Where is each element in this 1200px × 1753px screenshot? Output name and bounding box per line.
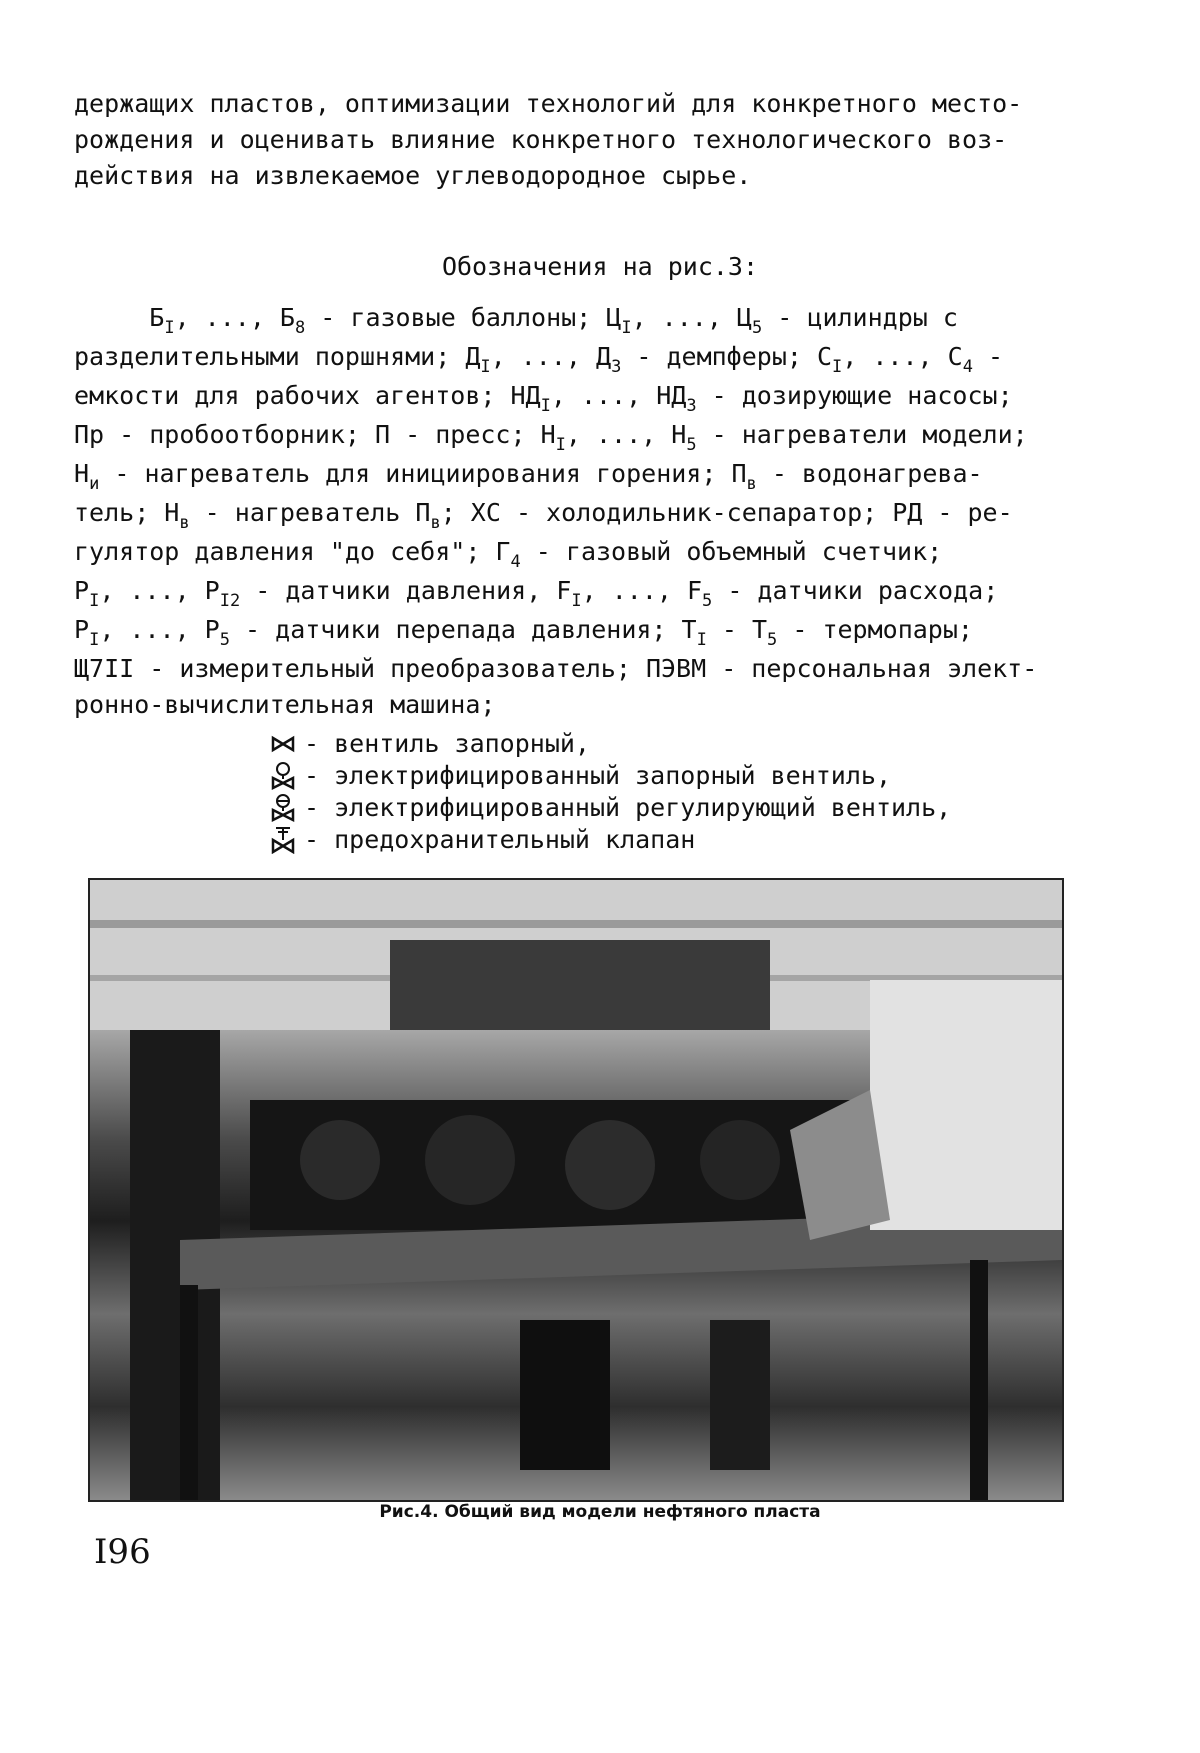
page-number: I96 <box>94 1532 151 1572</box>
shutoff-valve-icon <box>270 730 296 758</box>
valve-symbol-legend <box>270 728 951 856</box>
legend-symbol-text: - предохранительный клапан <box>304 825 696 854</box>
intro-line: действия на извлекаемое углеводородное сырье. <box>74 161 752 190</box>
legend-line: гулятор давления "до себя"; $Г_4$ - газовый объемный счетчик; <box>74 537 943 572</box>
legend-line: ронно-вычислительная машина; <box>74 690 496 719</box>
intro-paragraph <box>74 86 1074 194</box>
electric-control-valve-icon <box>270 794 296 822</box>
photo-illustration <box>90 880 1062 1500</box>
electric-shutoff-valve-icon <box>270 762 296 790</box>
legend-line: $Н_и$ - нагреватель для инициирования горения; $П_в$ - водонагрева- <box>74 459 983 494</box>
legend-line: Пр - пробоотборник; П - пресс; $Н_I$, ..., $Н_5$ - нагреватели модели; <box>74 420 1028 455</box>
legend-paragraph <box>74 300 1074 723</box>
oil-reservoir-model-photo <box>88 878 1064 1502</box>
legend-row-safety-valve <box>270 824 951 856</box>
safety-valve-icon <box>270 826 296 854</box>
legend-line: Щ7II - измерительный преобразователь; ПЭВМ - персональная элект- <box>74 654 1038 683</box>
legend-line: $Р_I$, ..., $Р_{I2}$ - датчики давления, $F_I$, ..., $F_5$ - датчики расхода; <box>74 576 999 611</box>
legend-line: тель; $Н_в$ - нагреватель $П_в$; ХС - холодильник-сепаратор; РД - ре- <box>74 498 1013 533</box>
legend-row-shutoff-valve <box>270 728 951 760</box>
legend-line: $Р_I$, ..., $Р_5$ - датчики перепада давления; $Т_I - Т_5$ - термопары; <box>74 615 973 650</box>
intro-line: держащих пластов, оптимизации технологий для конкретного место- <box>74 89 1023 118</box>
legend-line: емкости для рабочих агентов; $НД_I$, ..., $НД_3$ - дозирующие насосы; <box>74 381 1013 416</box>
legend-line: разделительными поршнями; $Д_I$, ..., $Д_3$ - демпферы; $С_I$, ..., $С_4$ - <box>74 342 1004 377</box>
figure-caption: Рис.4. Общий вид модели нефтяного пласта <box>379 1502 821 1522</box>
legend-symbol-text: - электрифицированный регулирующий вентиль, <box>304 793 952 822</box>
legend-row-electric-control-valve <box>270 792 951 824</box>
legend-heading: Обозначения на рис.3: <box>441 252 759 281</box>
legend-line: $Б_I$, ..., $Б_8$ - газовые баллоны; $Ц_I$, ..., $Ц_5$ - цилиндры с <box>149 303 958 338</box>
legend-symbol-text: - электрифицированный запорный вентиль, <box>304 761 891 790</box>
intro-line: рождения и оценивать влияние конкретного технологического воз- <box>74 125 1008 154</box>
legend-symbol-text: - вентиль запорный, <box>304 729 590 758</box>
legend-row-electric-shutoff-valve <box>270 760 951 792</box>
